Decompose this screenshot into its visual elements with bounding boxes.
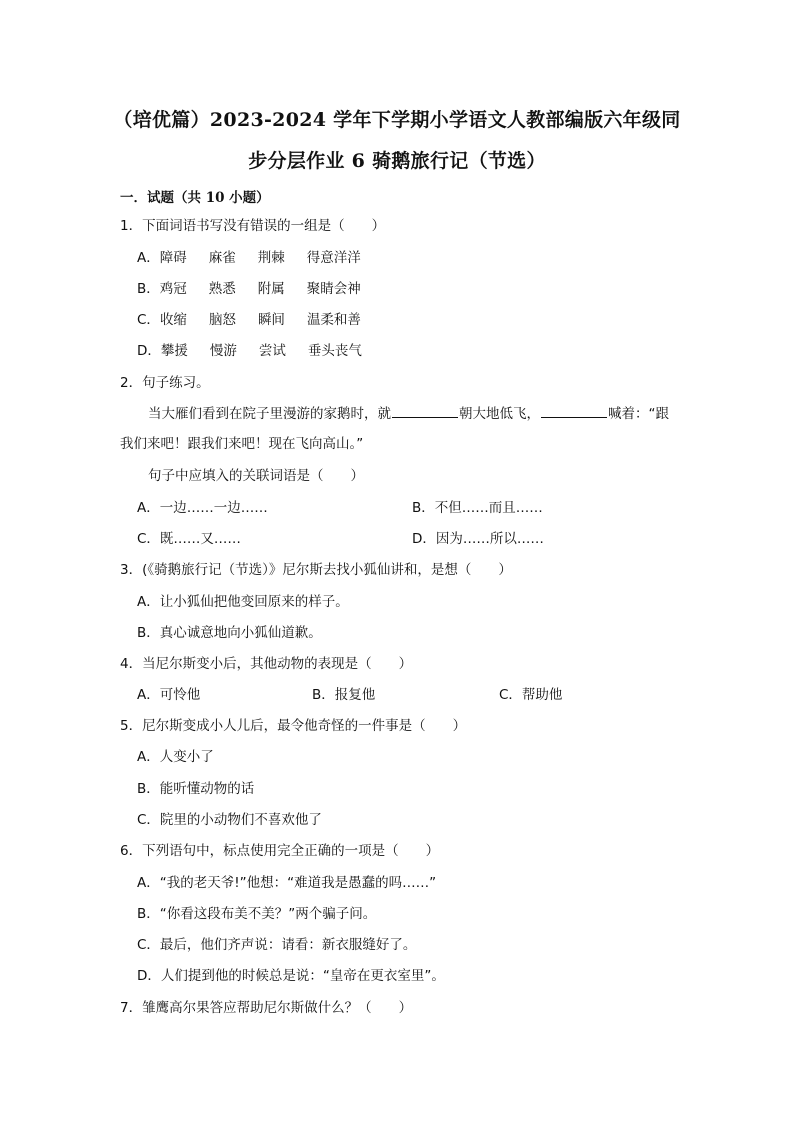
question-2-option-b[interactable]: B．不但……而且…… (412, 500, 543, 516)
question-1-stem: 1．下面词语书写没有错误的一组是（ ） (120, 218, 386, 234)
fill-blank-2[interactable] (541, 405, 607, 418)
question-6-option-d[interactable]: D．人们提到他的时候总是说：“皇帝在更衣室里”。 (137, 968, 445, 984)
question-2-passage-line-2: 我们来吧！跟我们来吧！现在飞向高山。” (120, 436, 364, 452)
question-2-option-c[interactable]: C．既……又…… (137, 531, 241, 547)
question-6-option-b[interactable]: B．“你看这段布美不美？”两个骗子问。 (137, 906, 377, 922)
question-6-stem: 6．下列语句中，标点使用完全正确的一项是（ ） (120, 843, 440, 859)
question-2-option-a[interactable]: A．一边……一边…… (137, 500, 268, 516)
question-7-stem: 7．雏鹰高尔果答应帮助尼尔斯做什么？（ ） (120, 1000, 413, 1016)
question-1-option-a[interactable]: A．障碍 麻雀 荆棘 得意洋洋 (137, 250, 361, 266)
question-4-stem: 4．当尼尔斯变小后，其他动物的表现是（ ） (120, 656, 413, 672)
question-1-option-b[interactable]: B．鸡冠 熟悉 附属 聚睛会神 (137, 281, 361, 297)
fill-blank-1[interactable] (392, 405, 458, 418)
question-1-option-c[interactable]: C．收缩 脑怒 瞬间 温柔和善 (137, 312, 361, 328)
question-5-option-c[interactable]: C．院里的小动物们不喜欢他了 (137, 812, 322, 828)
document-title-line-2: 步分层作业 6 骑鹅旅行记（节选） (248, 150, 546, 172)
question-5-option-b[interactable]: B．能听懂动物的话 (137, 781, 255, 797)
question-4-option-c[interactable]: C．帮助他 (499, 687, 563, 703)
question-2-stem: 2．句子练习。 (120, 375, 210, 391)
question-3-option-b[interactable]: B．真心诚意地向小狐仙道歉。 (137, 625, 322, 641)
question-2-question: 句子中应填入的关联词语是（ ） (148, 468, 364, 484)
question-6-option-c[interactable]: C．最后，他们齐声说：请看：新衣服缝好了。 (137, 937, 417, 953)
section-heading: 一．试题（共 10 小题） (120, 190, 270, 206)
document-title-line-1: （培优篇）2023-2024 学年下学期小学语文人教部编版六年级同 (113, 109, 681, 131)
question-5-stem: 5．尼尔斯变成小人儿后，最令他奇怪的一件事是（ ） (120, 718, 467, 734)
question-5-option-a[interactable]: A．人变小了 (137, 749, 214, 765)
question-4-option-a[interactable]: A．可怜他 (137, 687, 201, 703)
question-1-option-d[interactable]: D．攀援 慢游 尝试 垂头丧气 (137, 343, 362, 359)
question-3-stem: 3．(《骑鹅旅行记（节选）》尼尔斯去找小狐仙讲和，是想（ ） (120, 562, 512, 578)
question-3-option-a[interactable]: A．让小狐仙把他变回原来的样子。 (137, 594, 349, 610)
question-6-option-a[interactable]: A．“我的老天爷!”他想：“难道我是愚蠢的吗……” (137, 875, 437, 891)
question-2-option-d[interactable]: D．因为……所以…… (412, 531, 544, 547)
question-2-passage-line-1: 当大雁们看到在院子里漫游的家鹅时，就 朝大地低飞， 喊着：“跟 (148, 406, 669, 422)
question-4-option-b[interactable]: B．报复他 (312, 687, 376, 703)
